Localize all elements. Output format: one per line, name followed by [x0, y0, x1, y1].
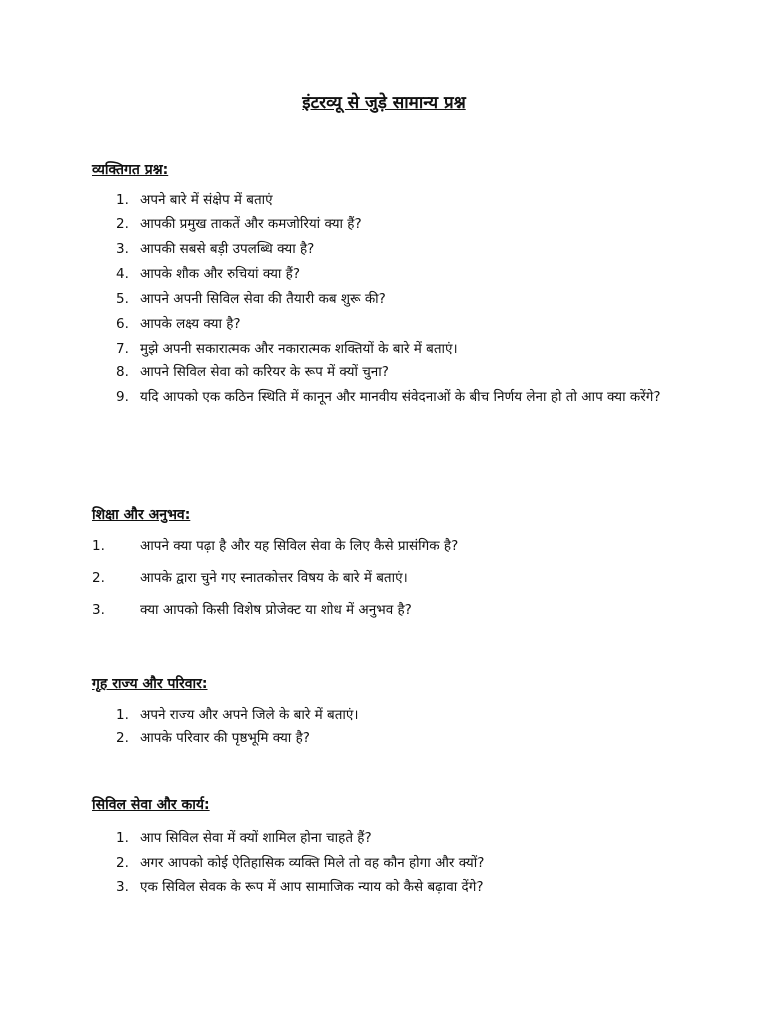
- list-item: 7. मुझे अपनी सकारात्मक और नकारात्मक शक्तियों के बारे में बताएं।: [116, 341, 458, 357]
- list-item: 1. अपने राज्य और अपने जिले के बारे में बताएं।: [116, 707, 359, 723]
- question-list-personal: [0, 189, 680, 408]
- list-item: 3. आपकी सबसे बड़ी उपलब्धि क्या है?: [116, 241, 315, 257]
- section-heading-civil-service: सिविल सेवा और कार्य:: [92, 797, 210, 813]
- question-list-education: [0, 535, 680, 621]
- section-heading-home-state: गृह राज्य और परिवार:: [92, 676, 208, 692]
- section-heading-education: शिक्षा और अनुभव:: [92, 507, 191, 523]
- list-item: 2. अगर आपको कोई ऐतिहासिक व्यक्ति मिले तो वह कौन होगा और क्यों?: [116, 855, 485, 871]
- page-title: इंटरव्यू से जुड़े सामान्य प्रश्न: [302, 93, 466, 113]
- list-item: 4. आपके शौक और रुचियां क्या हैं?: [116, 266, 301, 282]
- list-item: 2. आपकी प्रमुख ताकतें और कमजोरियां क्या हैं?: [116, 216, 362, 232]
- list-item: 2. आपके द्वारा चुने गए स्नातकोत्तर विषय के बारे में बताएं।: [92, 570, 408, 586]
- list-item: 8. आपने सिविल सेवा को करियर के रूप में क्यों चुना?: [116, 364, 389, 380]
- list-item: 6. आपके लक्ष्य क्या है?: [116, 316, 241, 332]
- question-list-civil-service: [0, 827, 680, 898]
- question-list-home-state: [0, 704, 680, 749]
- list-item: 2. आपके परिवार की पृष्ठभूमि क्या है?: [116, 730, 310, 746]
- list-item: 1. आपने क्या पढ़ा है और यह सिविल सेवा के लिए कैसे प्रासंगिक है?: [92, 538, 459, 554]
- section-heading-personal: व्यक्तिगत प्रश्न:: [92, 162, 169, 178]
- list-item: 3. क्या आपको किसी विशेष प्रोजेक्ट या शोध में अनुभव है?: [92, 602, 412, 618]
- list-item: 3. एक सिविल सेवक के रूप में आप सामाजिक न्याय को कैसे बढ़ावा देंगे?: [116, 879, 484, 895]
- list-item: 5. आपने अपनी सिविल सेवा की तैयारी कब शुरू की?: [116, 291, 386, 307]
- list-item: 1. अपने बारे में संक्षेप में बताएं: [116, 192, 273, 208]
- list-item: 9. यदि आपको एक कठिन स्थिति में कानून और मानवीय संवेदनाओं के बीच निर्णय लेना हो तो आप क्या करेंगे?: [116, 389, 661, 405]
- list-item: 1. आप सिविल सेवा में क्यों शामिल होना चाहते हैं?: [116, 830, 372, 846]
